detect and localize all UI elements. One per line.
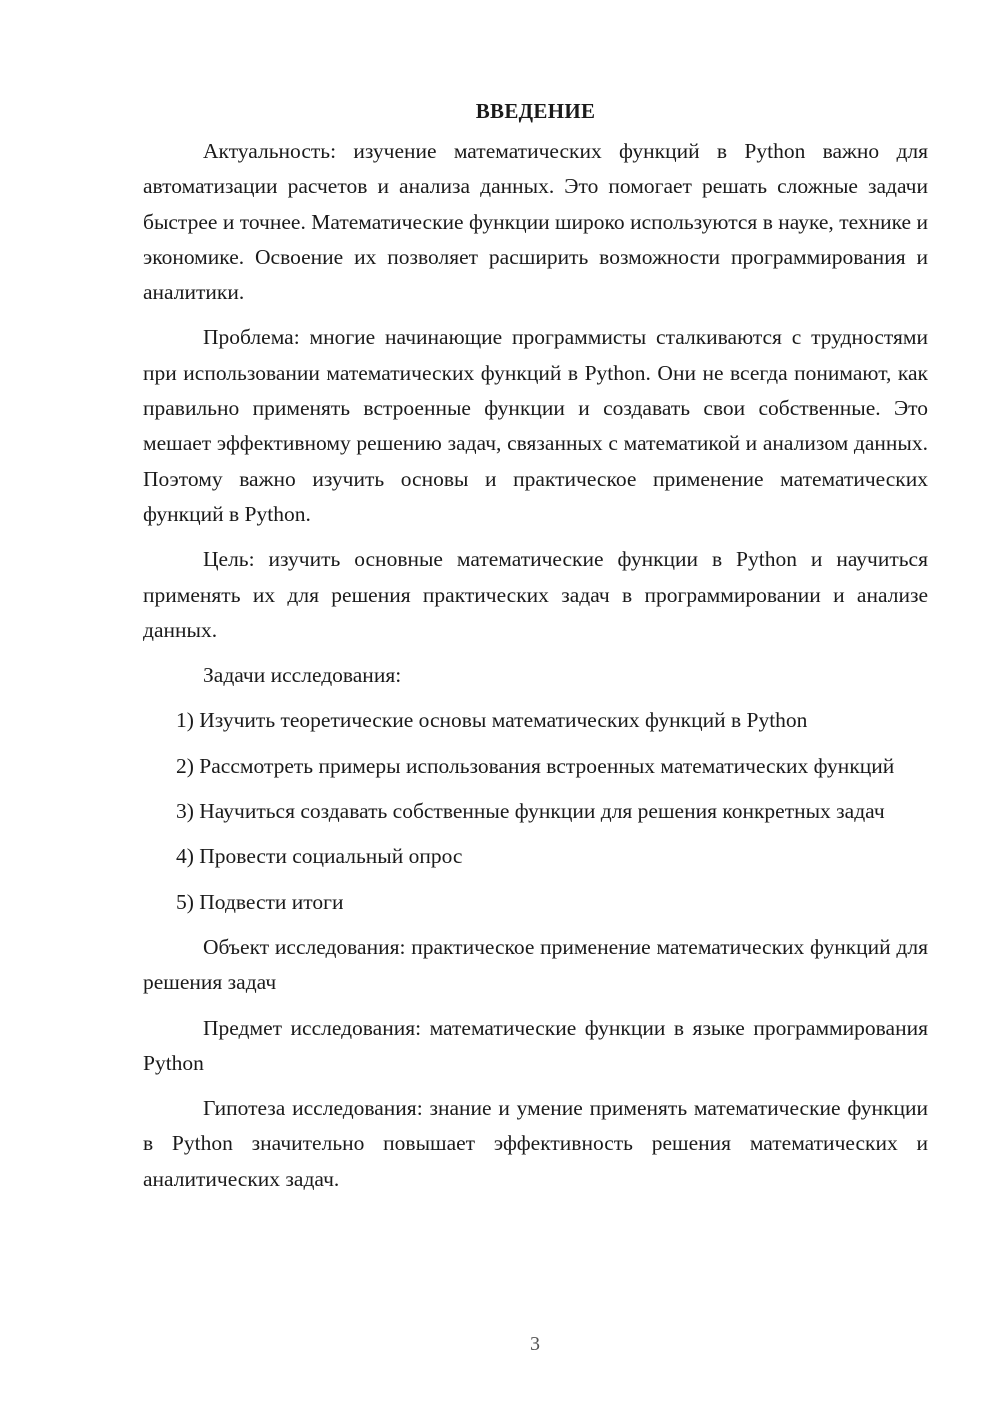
hypothesis-paragraph: Гипотеза исследования: знание и умение применять математические функции в Python значительно повышает эффективность решения математических и аналитических задач. bbox=[143, 1096, 928, 1191]
object-paragraph: Объект исследования: практическое применение математических функций для решения задач bbox=[143, 934, 928, 995]
task-item-3: 3) Научиться создавать собственные функции для решения конкретных задач bbox=[176, 799, 885, 824]
subject-paragraph: Предмет исследования: математические функции в языке программирования Python bbox=[143, 1015, 928, 1075]
relevance-paragraph: Актуальность: изучение математических функций в Python важно для автоматизации расчетов и анализа данных. Это помогает решать сложные задачи быстрее и точнее. Математические функции широко используются в науке, технике и экономике. Освоение их позволяет расширить возможности программирования и аналитики. bbox=[143, 139, 928, 305]
task-item-4: 4) Провести социальный опрос bbox=[176, 844, 463, 869]
task-item-1: 1) Изучить теоретические основы математических функций в Python bbox=[176, 708, 808, 733]
section-heading: ВВЕДЕНИЕ bbox=[475, 99, 596, 123]
task-item-2: 2) Рассмотреть примеры использования встроенных математических функций bbox=[176, 753, 895, 778]
tasks-intro: Задачи исследования: bbox=[203, 663, 402, 688]
page-number: 3 bbox=[530, 1333, 540, 1355]
task-item-5: 5) Подвести итоги bbox=[176, 889, 344, 914]
page-content bbox=[143, 96, 928, 1207]
goal-paragraph: Цель: изучить основные математические функции в Python и научиться применять их для решения практических задач в программировании и анализе данных. bbox=[143, 547, 928, 642]
problem-paragraph: Проблема: многие начинающие программисты сталкиваются с трудностями при использовании математических функций в Python. Они не всегда понимают, как правильно применять встроенные функции и создавать свои собственные. Это мешает эффективному решению задач, связанных с математикой и анализом данных. Поэтому важно изучить основы и практическое применение математических функций в Python. bbox=[143, 325, 928, 526]
